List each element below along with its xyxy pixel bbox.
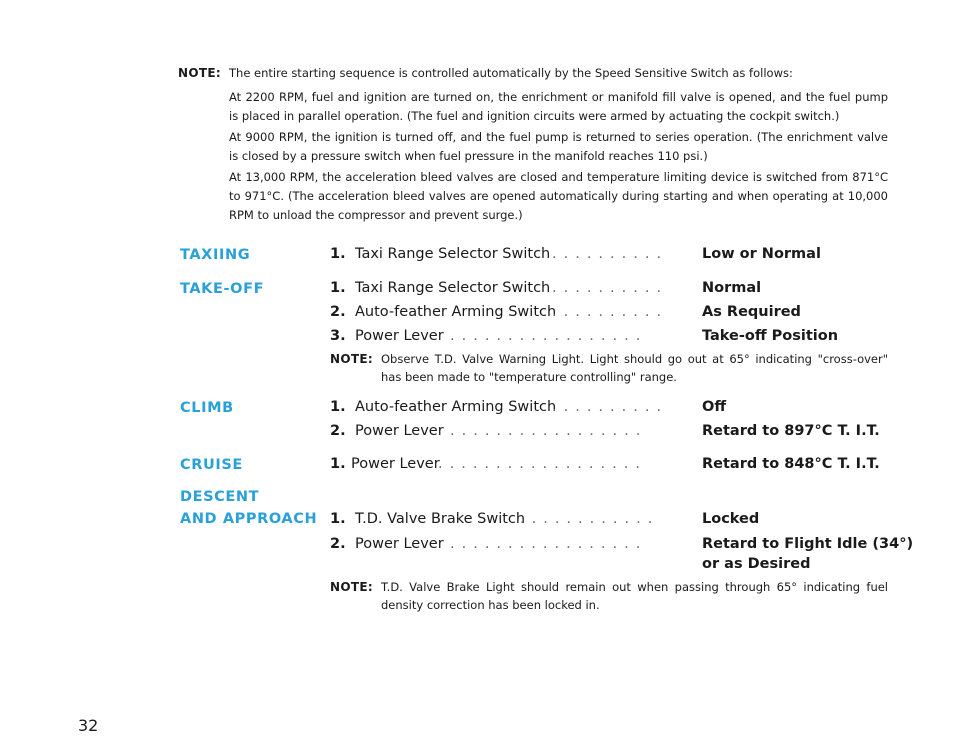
step-item: Taxi Range Selector Switch bbox=[355, 246, 551, 262]
dot-leader: ................. bbox=[450, 423, 648, 439]
dot-leader: .......... bbox=[552, 304, 669, 320]
section-heading-cruise: CRUISE bbox=[180, 457, 243, 473]
checklist-row bbox=[330, 511, 890, 533]
dot-leader: ............ bbox=[520, 511, 660, 527]
dot-leader: .......... bbox=[552, 399, 669, 415]
note-paragraph-2200rpm: At 2200 RPM, fuel and ignition are turned on, the enrichment or manifold fill valve is opened, and the fuel pump is placed in parallel operation. (The fuel and ignition circuits were armed by actuating the cockpit switch.) bbox=[229, 90, 888, 123]
step-setting: Retard to 848°C T. I.T. bbox=[702, 456, 880, 472]
step-number: 2. bbox=[330, 423, 346, 439]
step-number: 2. bbox=[330, 304, 346, 320]
step-item: Power Lever bbox=[355, 328, 444, 344]
section-heading-approach: AND APPROACH bbox=[180, 511, 318, 527]
step-setting: Off bbox=[702, 399, 727, 415]
note-label: NOTE: bbox=[330, 580, 373, 594]
section-heading-takeoff: TAKE-OFF bbox=[180, 281, 265, 297]
step-item: Power Lever bbox=[355, 423, 444, 439]
checklist-row bbox=[330, 536, 914, 580]
checklist-row bbox=[330, 399, 890, 421]
step-setting: Retard to 897°C T. I.T. bbox=[702, 423, 880, 439]
step-item: Taxi Range Selector Switch bbox=[355, 280, 551, 296]
step-setting: Retard to Flight Idle (34°) bbox=[702, 536, 914, 552]
section-heading-climb: CLIMB bbox=[180, 400, 234, 416]
step-number: 1. bbox=[330, 511, 346, 527]
step-setting: Take-off Position bbox=[702, 328, 839, 344]
section-heading-taxiing: TAXIING bbox=[180, 247, 251, 263]
note-text: Observe T.D. Valve Warning Light. Light should go out at 65° indicating "cross-over" has been made to "temperature controlling" range. bbox=[381, 352, 888, 384]
note-label: NOTE: bbox=[178, 66, 221, 80]
step-setting: Normal bbox=[702, 280, 762, 296]
dot-leader: ................. bbox=[450, 536, 648, 552]
step-item: T.D. Valve Brake Switch bbox=[355, 511, 526, 527]
step-number: 2. bbox=[330, 536, 346, 552]
note-intro: The entire starting sequence is controlled automatically by the Speed Sensitive Switch as follows: bbox=[229, 66, 793, 80]
step-number: 3. bbox=[330, 328, 346, 344]
step-number: 1. bbox=[330, 280, 346, 296]
dot-leader: ................. bbox=[450, 328, 648, 344]
section-heading-descent: DESCENT bbox=[180, 489, 260, 505]
step-item: Power Lever bbox=[351, 456, 440, 472]
step-setting: Locked bbox=[702, 511, 760, 527]
checklist-row bbox=[330, 423, 890, 445]
note-paragraph-13000rpm: At 13,000 RPM, the acceleration bleed valves are closed and temperature limiting device is switched from 871°C to 971°C. (The acceleration bleed valves are opened automatically during starting and when operating at 10,000 RPM to unload the compressor and prevent surge.) bbox=[229, 170, 888, 222]
takeoff-note bbox=[330, 350, 888, 386]
step-item: Auto-feather Arming Switch bbox=[355, 304, 557, 320]
note-text: T.D. Valve Brake Light should remain out when passing through 65° indicating fuel density correction has been locked in. bbox=[381, 580, 888, 612]
note-paragraph-9000rpm: At 9000 RPM, the ignition is turned off, and the fuel pump is returned to series operation. (The enrichment valve is closed by a pressure switch when fuel pressure in the manifold reaches 110 psi.) bbox=[229, 130, 888, 163]
checklist-row bbox=[330, 456, 890, 478]
step-number: 1. bbox=[330, 246, 346, 262]
dot-leader: .......... bbox=[552, 246, 669, 262]
checklist-row bbox=[330, 280, 890, 302]
dot-leader: .................. bbox=[438, 456, 647, 472]
step-setting: Low or Normal bbox=[702, 246, 821, 262]
step-item: Auto-feather Arming Switch bbox=[355, 399, 557, 415]
dot-leader: .......... bbox=[552, 280, 669, 296]
checklist-row bbox=[330, 304, 890, 326]
step-number: 1. bbox=[330, 399, 346, 415]
step-number: 1. bbox=[330, 456, 346, 472]
step-setting: As Required bbox=[702, 304, 801, 320]
step-item: Power Lever bbox=[355, 536, 444, 552]
step-setting-continued: or as Desired bbox=[702, 556, 811, 572]
descent-note bbox=[330, 578, 888, 614]
checklist-row bbox=[330, 246, 890, 268]
page-number: 32 bbox=[78, 716, 99, 735]
checklist-row bbox=[330, 328, 890, 350]
note-label: NOTE: bbox=[330, 352, 373, 366]
